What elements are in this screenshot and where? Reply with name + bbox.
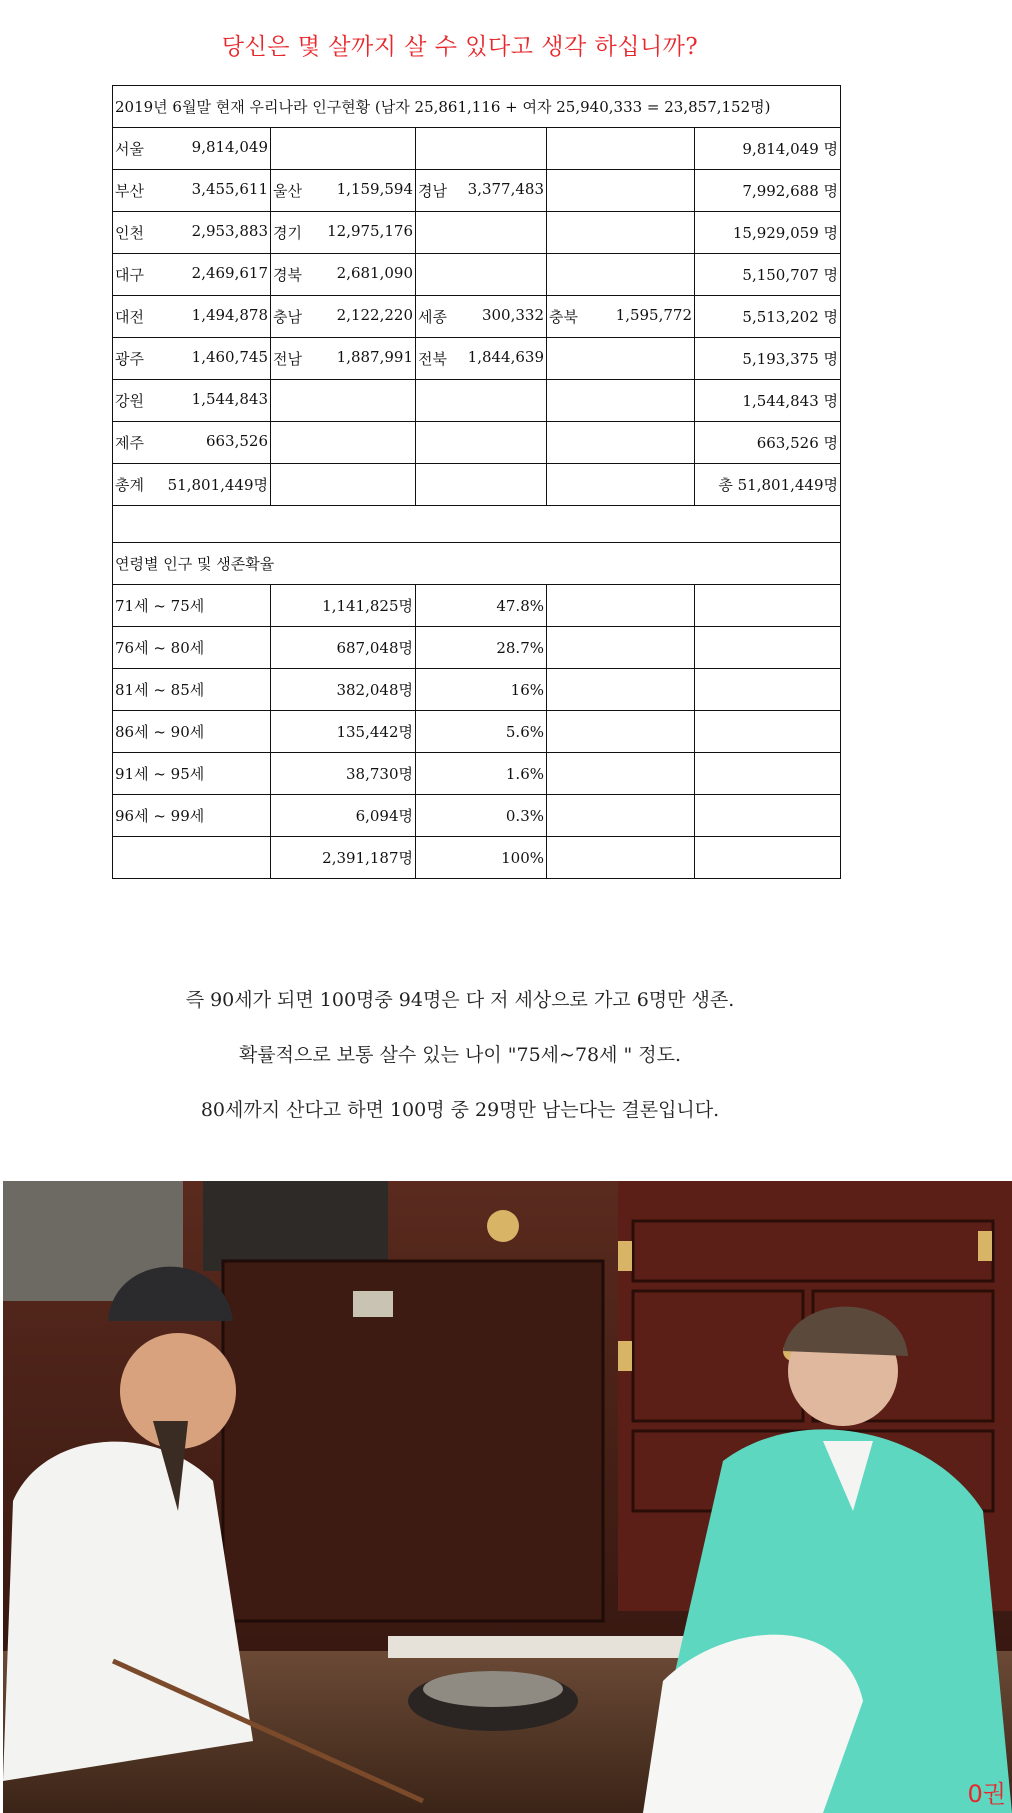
- age-range: 76세 ~ 80세: [113, 627, 271, 669]
- region-cell: [271, 338, 416, 380]
- region-population: 1,544,843: [191, 390, 268, 408]
- region-population: 663,526: [205, 432, 268, 450]
- age-percent: 1.6%: [416, 753, 547, 795]
- empty-cell: [547, 711, 695, 753]
- age-row: [113, 753, 841, 795]
- region-population: 3,377,483: [467, 180, 544, 198]
- region-cell: [271, 254, 416, 296]
- region-population: 2,681,090: [336, 264, 413, 282]
- region-total: 7,992,688 명: [695, 170, 841, 212]
- cabinet-lock: [353, 1291, 393, 1317]
- region-population: 300,332: [481, 306, 544, 324]
- region-total: 5,193,375 명: [695, 338, 841, 380]
- region-population: 2,122,220: [336, 306, 413, 324]
- region-cell: [271, 296, 416, 338]
- museum-diorama-photo: [3, 1181, 1012, 1813]
- age-percent: 47.8%: [416, 585, 547, 627]
- brazier-ashes: [423, 1671, 563, 1707]
- spacer-cell: [113, 506, 841, 543]
- empty-cell: [547, 795, 695, 837]
- age-header: 연령별 인구 및 생존확율: [113, 543, 841, 585]
- region-row: [113, 464, 841, 506]
- region-cell: [416, 380, 547, 422]
- region-label: 경남: [418, 182, 447, 200]
- region-cell: [113, 212, 271, 254]
- region-population: 51,801,449명: [167, 476, 268, 494]
- age-percent: 16%: [416, 669, 547, 711]
- region-population: 9,814,049: [191, 138, 268, 156]
- region-cell: [547, 128, 695, 170]
- region-total: 663,526 명: [695, 422, 841, 464]
- region-cell: [547, 212, 695, 254]
- page-title: 당신은 몇 살까지 살 수 있다고 생각 하십니까?: [221, 34, 699, 60]
- region-cell: [113, 338, 271, 380]
- empty-cell: [695, 795, 841, 837]
- region-population: 2,953,883: [191, 222, 268, 240]
- region-row: [113, 422, 841, 464]
- age-count: 1,141,825명: [271, 585, 416, 627]
- black-chest: [203, 1181, 388, 1271]
- region-label: 전남: [273, 350, 302, 368]
- empty-cell: [695, 669, 841, 711]
- region-cell: [113, 380, 271, 422]
- age-count: 687,048명: [271, 627, 416, 669]
- region-cell: [416, 296, 547, 338]
- region-cell: [113, 464, 271, 506]
- region-population: 12,975,176: [327, 222, 413, 240]
- region-cell: [416, 128, 547, 170]
- region-label: 제주: [115, 434, 144, 452]
- age-range: 96세 ~ 99세: [113, 795, 271, 837]
- region-cell: [547, 254, 695, 296]
- age-row: [113, 837, 841, 879]
- population-table: [112, 85, 841, 879]
- empty-cell: [547, 585, 695, 627]
- region-cell: [113, 254, 271, 296]
- age-count: 2,391,187명: [271, 837, 416, 879]
- region-cell: [416, 464, 547, 506]
- age-range: 81세 ~ 85세: [113, 669, 271, 711]
- region-population: 1,460,745: [191, 348, 268, 366]
- region-row: [113, 296, 841, 338]
- region-cell: [416, 212, 547, 254]
- age-range: 86세 ~ 90세: [113, 711, 271, 753]
- region-row: [113, 380, 841, 422]
- age-row: [113, 711, 841, 753]
- age-range: 91세 ~ 95세: [113, 753, 271, 795]
- spacer-row: [113, 506, 841, 543]
- region-population: 2,469,617: [191, 264, 268, 282]
- region-total: 9,814,049 명: [695, 128, 841, 170]
- region-cell: [271, 212, 416, 254]
- region-cell: [271, 422, 416, 464]
- region-cell: [547, 338, 695, 380]
- region-label: 총계: [115, 476, 144, 494]
- region-cell: [271, 170, 416, 212]
- empty-cell: [547, 753, 695, 795]
- population-header-row: [113, 86, 841, 128]
- region-cell: [547, 380, 695, 422]
- age-count: 135,442명: [271, 711, 416, 753]
- region-cell: [416, 254, 547, 296]
- region-population: 1,844,639: [467, 348, 544, 366]
- region-cell: [113, 128, 271, 170]
- region-label: 인천: [115, 224, 144, 242]
- region-cell: [547, 296, 695, 338]
- summary-line-1: 즉 90세가 되면 100명중 94명은 다 저 세상으로 가고 6명만 생존.: [185, 989, 735, 1011]
- region-row: [113, 338, 841, 380]
- region-label: 충북: [549, 308, 578, 326]
- diorama-illustration: [3, 1181, 1012, 1813]
- region-cell: [271, 464, 416, 506]
- region-label: 충남: [273, 308, 302, 326]
- region-cell: [113, 296, 271, 338]
- region-total: 1,544,843 명: [695, 380, 841, 422]
- age-percent: 0.3%: [416, 795, 547, 837]
- region-label: 경북: [273, 266, 302, 284]
- region-cell: [547, 464, 695, 506]
- empty-cell: [695, 627, 841, 669]
- age-range: [113, 837, 271, 879]
- age-count: 38,730명: [271, 753, 416, 795]
- region-label: 세종: [418, 308, 447, 326]
- age-header-row: [113, 543, 841, 585]
- region-total: 15,929,059 명: [695, 212, 841, 254]
- region-label: 울산: [273, 182, 302, 200]
- region-population: 1,595,772: [615, 306, 692, 324]
- region-cell: [547, 170, 695, 212]
- age-row: [113, 795, 841, 837]
- age-row: [113, 627, 841, 669]
- region-population: 1,494,878: [191, 306, 268, 324]
- empty-cell: [547, 627, 695, 669]
- wooden-cabinet: [223, 1261, 603, 1621]
- age-count: 6,094명: [271, 795, 416, 837]
- region-row: [113, 212, 841, 254]
- region-cell: [547, 422, 695, 464]
- region-population: 1,159,594: [336, 180, 413, 198]
- age-percent: 5.6%: [416, 711, 547, 753]
- empty-cell: [547, 837, 695, 879]
- region-label: 전북: [418, 350, 447, 368]
- region-row: [113, 254, 841, 296]
- region-cell: [416, 338, 547, 380]
- region-row: [113, 170, 841, 212]
- population-header: 2019년 6월말 현재 우리나라 인구현황 (남자 25,861,116 + 여자 25,940,333 = 23,857,152명): [113, 86, 841, 128]
- empty-cell: [695, 753, 841, 795]
- region-population: 1,887,991: [336, 348, 413, 366]
- age-range: 71세 ~ 75세: [113, 585, 271, 627]
- region-cell: [113, 422, 271, 464]
- age-percent: 28.7%: [416, 627, 547, 669]
- region-row: [113, 128, 841, 170]
- white-cloth-table: [388, 1636, 708, 1658]
- empty-cell: [695, 837, 841, 879]
- photo-watermark: 0권: [967, 1780, 1006, 1808]
- region-label: 서울: [115, 140, 144, 158]
- region-label: 강원: [115, 392, 144, 410]
- region-total: 5,513,202 명: [695, 296, 841, 338]
- region-cell: [416, 170, 547, 212]
- region-label: 대구: [115, 266, 144, 284]
- age-row: [113, 669, 841, 711]
- summary-line-3: 80세까지 산다고 하면 100명 중 29명만 남는다는 결론입니다.: [200, 1099, 720, 1121]
- region-cell: [271, 128, 416, 170]
- empty-cell: [695, 585, 841, 627]
- region-cell: [113, 170, 271, 212]
- region-label: 대전: [115, 308, 144, 326]
- region-label: 광주: [115, 350, 144, 368]
- region-label: 경기: [273, 224, 302, 242]
- empty-cell: [695, 711, 841, 753]
- region-population: 3,455,611: [191, 180, 268, 198]
- region-total: 총 51,801,449명: [695, 464, 841, 506]
- age-count: 382,048명: [271, 669, 416, 711]
- region-cell: [416, 422, 547, 464]
- region-total: 5,150,707 명: [695, 254, 841, 296]
- region-label: 부산: [115, 182, 144, 200]
- region-cell: [271, 380, 416, 422]
- age-percent: 100%: [416, 837, 547, 879]
- age-row: [113, 585, 841, 627]
- summary-line-2: 확률적으로 보통 살수 있는 나이 "75세~78세 " 정도.: [238, 1044, 682, 1066]
- empty-cell: [547, 669, 695, 711]
